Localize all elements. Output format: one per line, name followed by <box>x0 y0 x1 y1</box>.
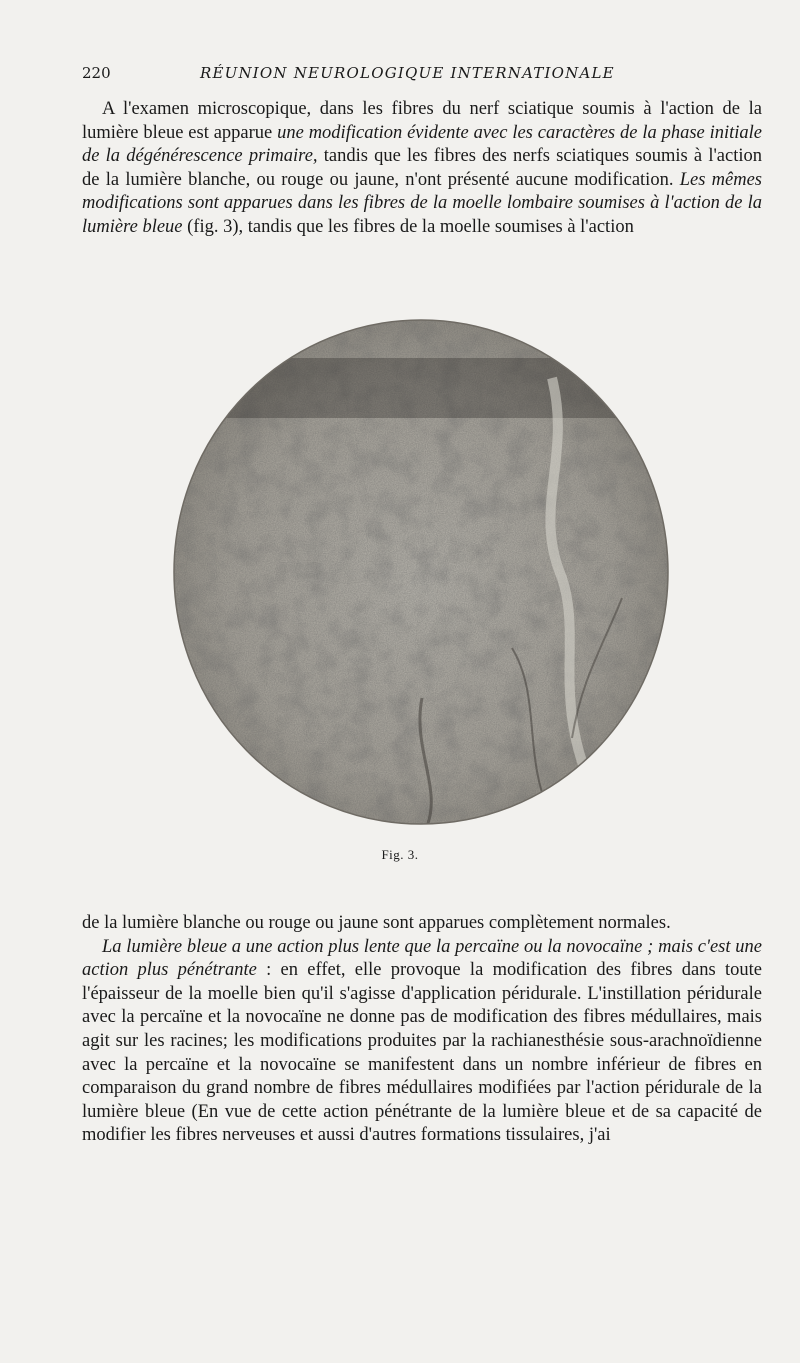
running-title: RÉUNION NEUROLOGIQUE INTERNATIONALE <box>200 64 615 82</box>
page-number: 220 <box>82 64 111 82</box>
p2-text: de la lumière blanche ou rouge ou jaune sont apparues complètement normales. <box>82 913 671 933</box>
paragraph-1 <box>82 98 762 240</box>
page-header <box>82 62 752 88</box>
p3-italic-1: La lumière bleue a une action plus lente que la percaïne ou la novocaïne ; <box>102 936 654 957</box>
micrograph-figure <box>172 318 670 826</box>
p1-text-1: A l'examen microscopique, dans les fibres du nerf sciatique soumis à l'action de la lumière bleue est apparue <box>82 99 762 143</box>
p1-text-3: (fig. 3), tandis que les fibres de la moelle soumises à l'action <box>182 216 634 237</box>
p3-italic-2: mais c'est une action plus pénétrante <box>82 936 762 981</box>
p1-italic-2: Les mêmes modifications sont apparues dans les fibres de la moelle lombaire soumises à l'action de la lumière bleue <box>82 169 762 237</box>
figure-caption: Fig. 3. <box>381 847 419 862</box>
p1-italic-1: une modification évidente avec les caractères de la phase initiale de la dégénérescence primaire, <box>82 122 763 167</box>
paragraph-2 <box>82 912 762 1148</box>
p1-text-2: tandis que les fibres des nerfs sciatiques soumis à l'action de la lumière blanche, ou rouge ou jaune, n'ont présenté aucune modification. <box>82 146 763 190</box>
p3-text-2: : en effet, elle provoque la modification des fibres dans toute l'épaisseur de la moelle bien qu'il s'agisse d'application péridurale. L'instillation péridurale avec la percaïne et la novocaïne ne donne pas de modification des fibres médullaires, mais agit sur les racines; les modifications produites par la rachianesthésie sous-arachnoïdienne avec la percaïne et la novocaïne se manifestent dans un nombre inférieur de fibres en comparaison du grand nombre de fibres médullaires modifiées par l'action péridurale de la lumière bleue (En vue de cette action pénétrante de la lumière bleue et de sa capacité de modifier les fibres nerveuses et aussi d'autres formations tissulaires, j'ai <box>82 960 762 1146</box>
